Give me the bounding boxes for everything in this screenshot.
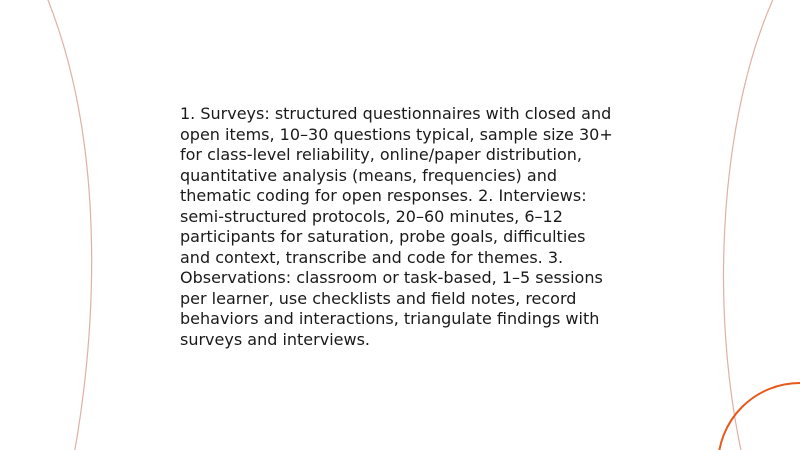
left-arc-line (46, 0, 92, 450)
body-text: 1. Surveys: structured questionnaires with closed and open items, 10–30 questions typical, sample size 30+ for class-level reliability, online/paper distribution, quantitative analysis (means, frequencies) and thematic coding for open responses. 2. Interviews: semi-structured protocols, 20–60 minutes, 6–12 participants for saturation, probe goals, difficulties and context, transcribe and code for themes. 3. Observations: classroom or task-based, 1–5 sessions per learner, use checklists and field notes, record behaviors and interactions, triangulate findings with surveys and interviews. (180, 104, 613, 349)
accent-circle (718, 383, 800, 450)
right-arc-line (724, 0, 775, 450)
